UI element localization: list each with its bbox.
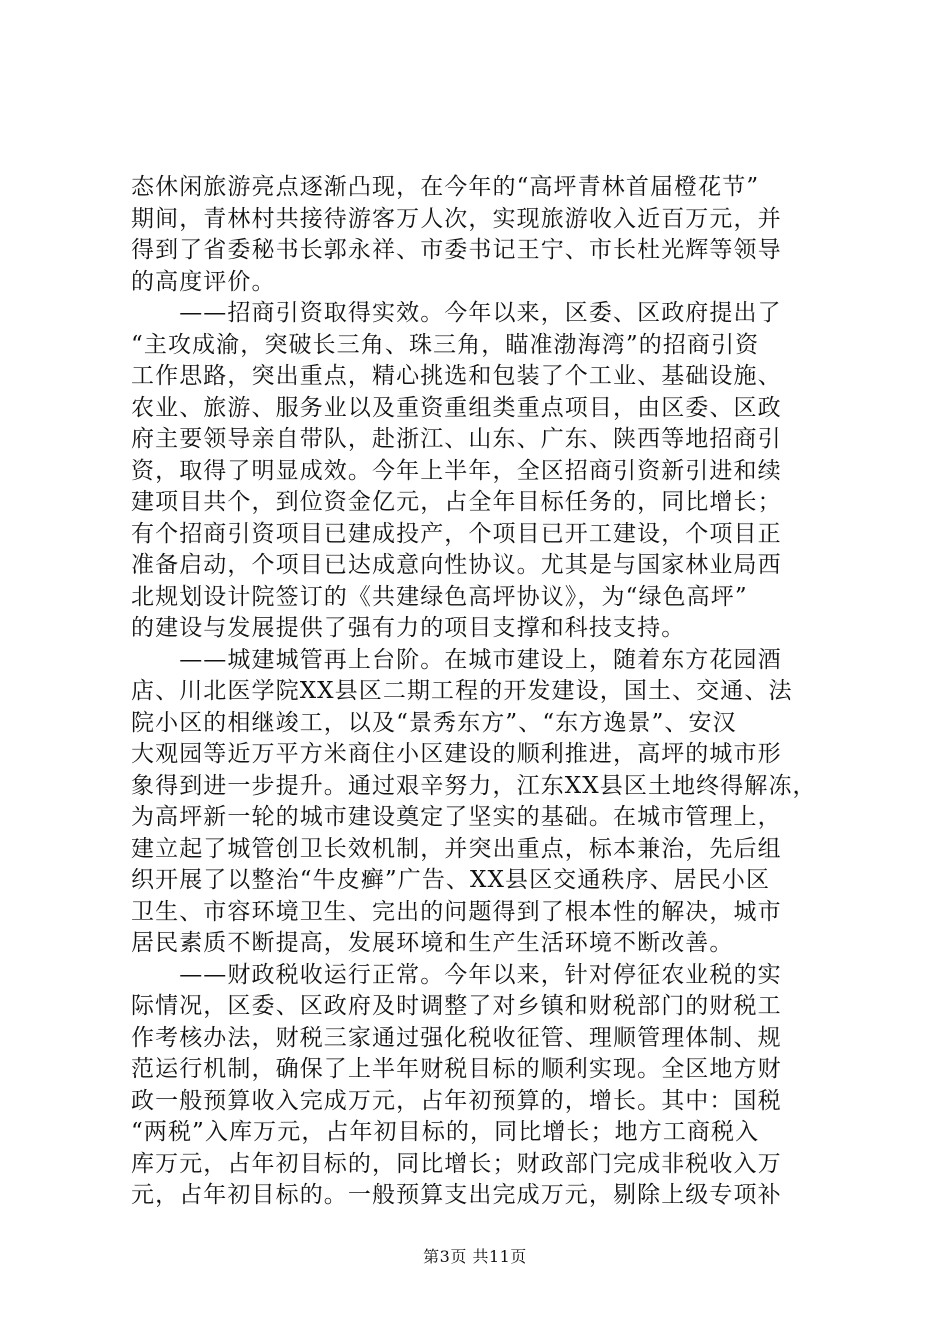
text-line: 际情况，区委、区政府及时调整了对乡镇和财税部门的财税工 [131,993,782,1019]
text-line: 范运行机制，确保了上半年财税目标的顺利实现。全区地方财 [131,1056,782,1082]
text-line: 府主要领导亲自带队，赴浙江、山东、广东、陕西等地招商引 [131,426,782,452]
text-line: 织开展了以整治“牛皮癣”广告、XX县区交通秩序、居民小区 [131,867,771,893]
text-line: 的建设与发展提供了强有力的项目支撑和科技支持。 [131,615,686,641]
text-line: “主攻成渝，突破长三角、珠三角，瞄准渤海湾”的招商引资 [131,331,760,358]
text-line: 建项目共个，到位资金亿元，占全年目标任务的，同比增长； [131,489,782,515]
text-line: 资，取得了明显成效。今年上半年，全区招商引资新引进和续 [131,457,782,484]
text-line: 的高度评价。 [131,268,276,295]
text-line: 作考核办法，财税三家通过强化税收征管、理顺管理体制、规 [131,1024,782,1051]
text-line: 居民素质不断提高，发展环境和生产生活环境不断改善。 [131,930,734,956]
text-line: 卫生、市容环境卫生、完出的问题得到了根本性的解决，城市 [131,898,782,925]
text-line: 象得到进一步提升。通过艰辛努力，江东XX县区土地终得解冻， [131,772,817,799]
text-line: ——财政税收运行正常。今年以来，针对停征农业税的实 [131,961,782,988]
text-line: 建立起了城管创卫长效机制，并突出重点，标本兼治，先后组 [131,835,782,862]
text-line: 有个招商引资项目已建成投产，个项目已开工建设，个项目正 [131,520,782,547]
text-line: 店、川北医学院XX县区二期工程的开发建设，国土、交通、法 [131,678,793,704]
text-line: 北规划设计院签订的《共建绿色高坪协议》，为“绿色高坪” [131,583,748,610]
text-line: 态休闲旅游亮点逐渐凸现，在今年的“高坪青林首届橙花节” [131,174,760,200]
page-number-footer: 第3页 共11页 [423,1247,527,1266]
text-line: 期间，青林村共接待游客万人次，实现旅游收入近百万元，并 [131,205,782,232]
text-line: 工作思路，突出重点，精心挑选和包装了个工业、基础设施、 [131,363,782,389]
text-line: 农业、旅游、服务业以及重资重组类重点项目，由区委、区政 [131,394,782,421]
text-line: 准备启动，个项目已达成意向性协议。尤其是与国家林业局西 [131,552,782,578]
text-line: “两税”入库万元，占年初目标的，同比增长；地方工商税入 [131,1119,760,1145]
body-text [131,172,831,1212]
text-line: 院小区的相继竣工，以及“景秀东方”、“东方逸景”、安汉 [131,709,737,736]
text-line: 为高坪新一轮的城市建设奠定了坚实的基础。在城市管理上， [131,804,782,830]
text-line: 元，占年初目标的。一般预算支出完成万元，剔除上级专项补 [131,1182,782,1208]
text-line: 得到了省委秘书长郭永祥、市委书记王宁、市长杜光辉等领导 [131,237,782,263]
text-line: 大观园等近万平方米商住小区建设的顺利推进，高坪的城市形 [131,741,782,767]
text-line: ——城建城管再上台阶。在城市建设上，随着东方花园酒 [131,646,782,673]
text-line: 政一般预算收入完成万元，占年初预算的，增长。其中：国税 [131,1087,782,1114]
text-line: ——招商引资取得实效。今年以来，区委、区政府提出了 [131,300,782,326]
text-line: 库万元，占年初目标的，同比增长；财政部门完成非税收入万 [131,1150,782,1177]
